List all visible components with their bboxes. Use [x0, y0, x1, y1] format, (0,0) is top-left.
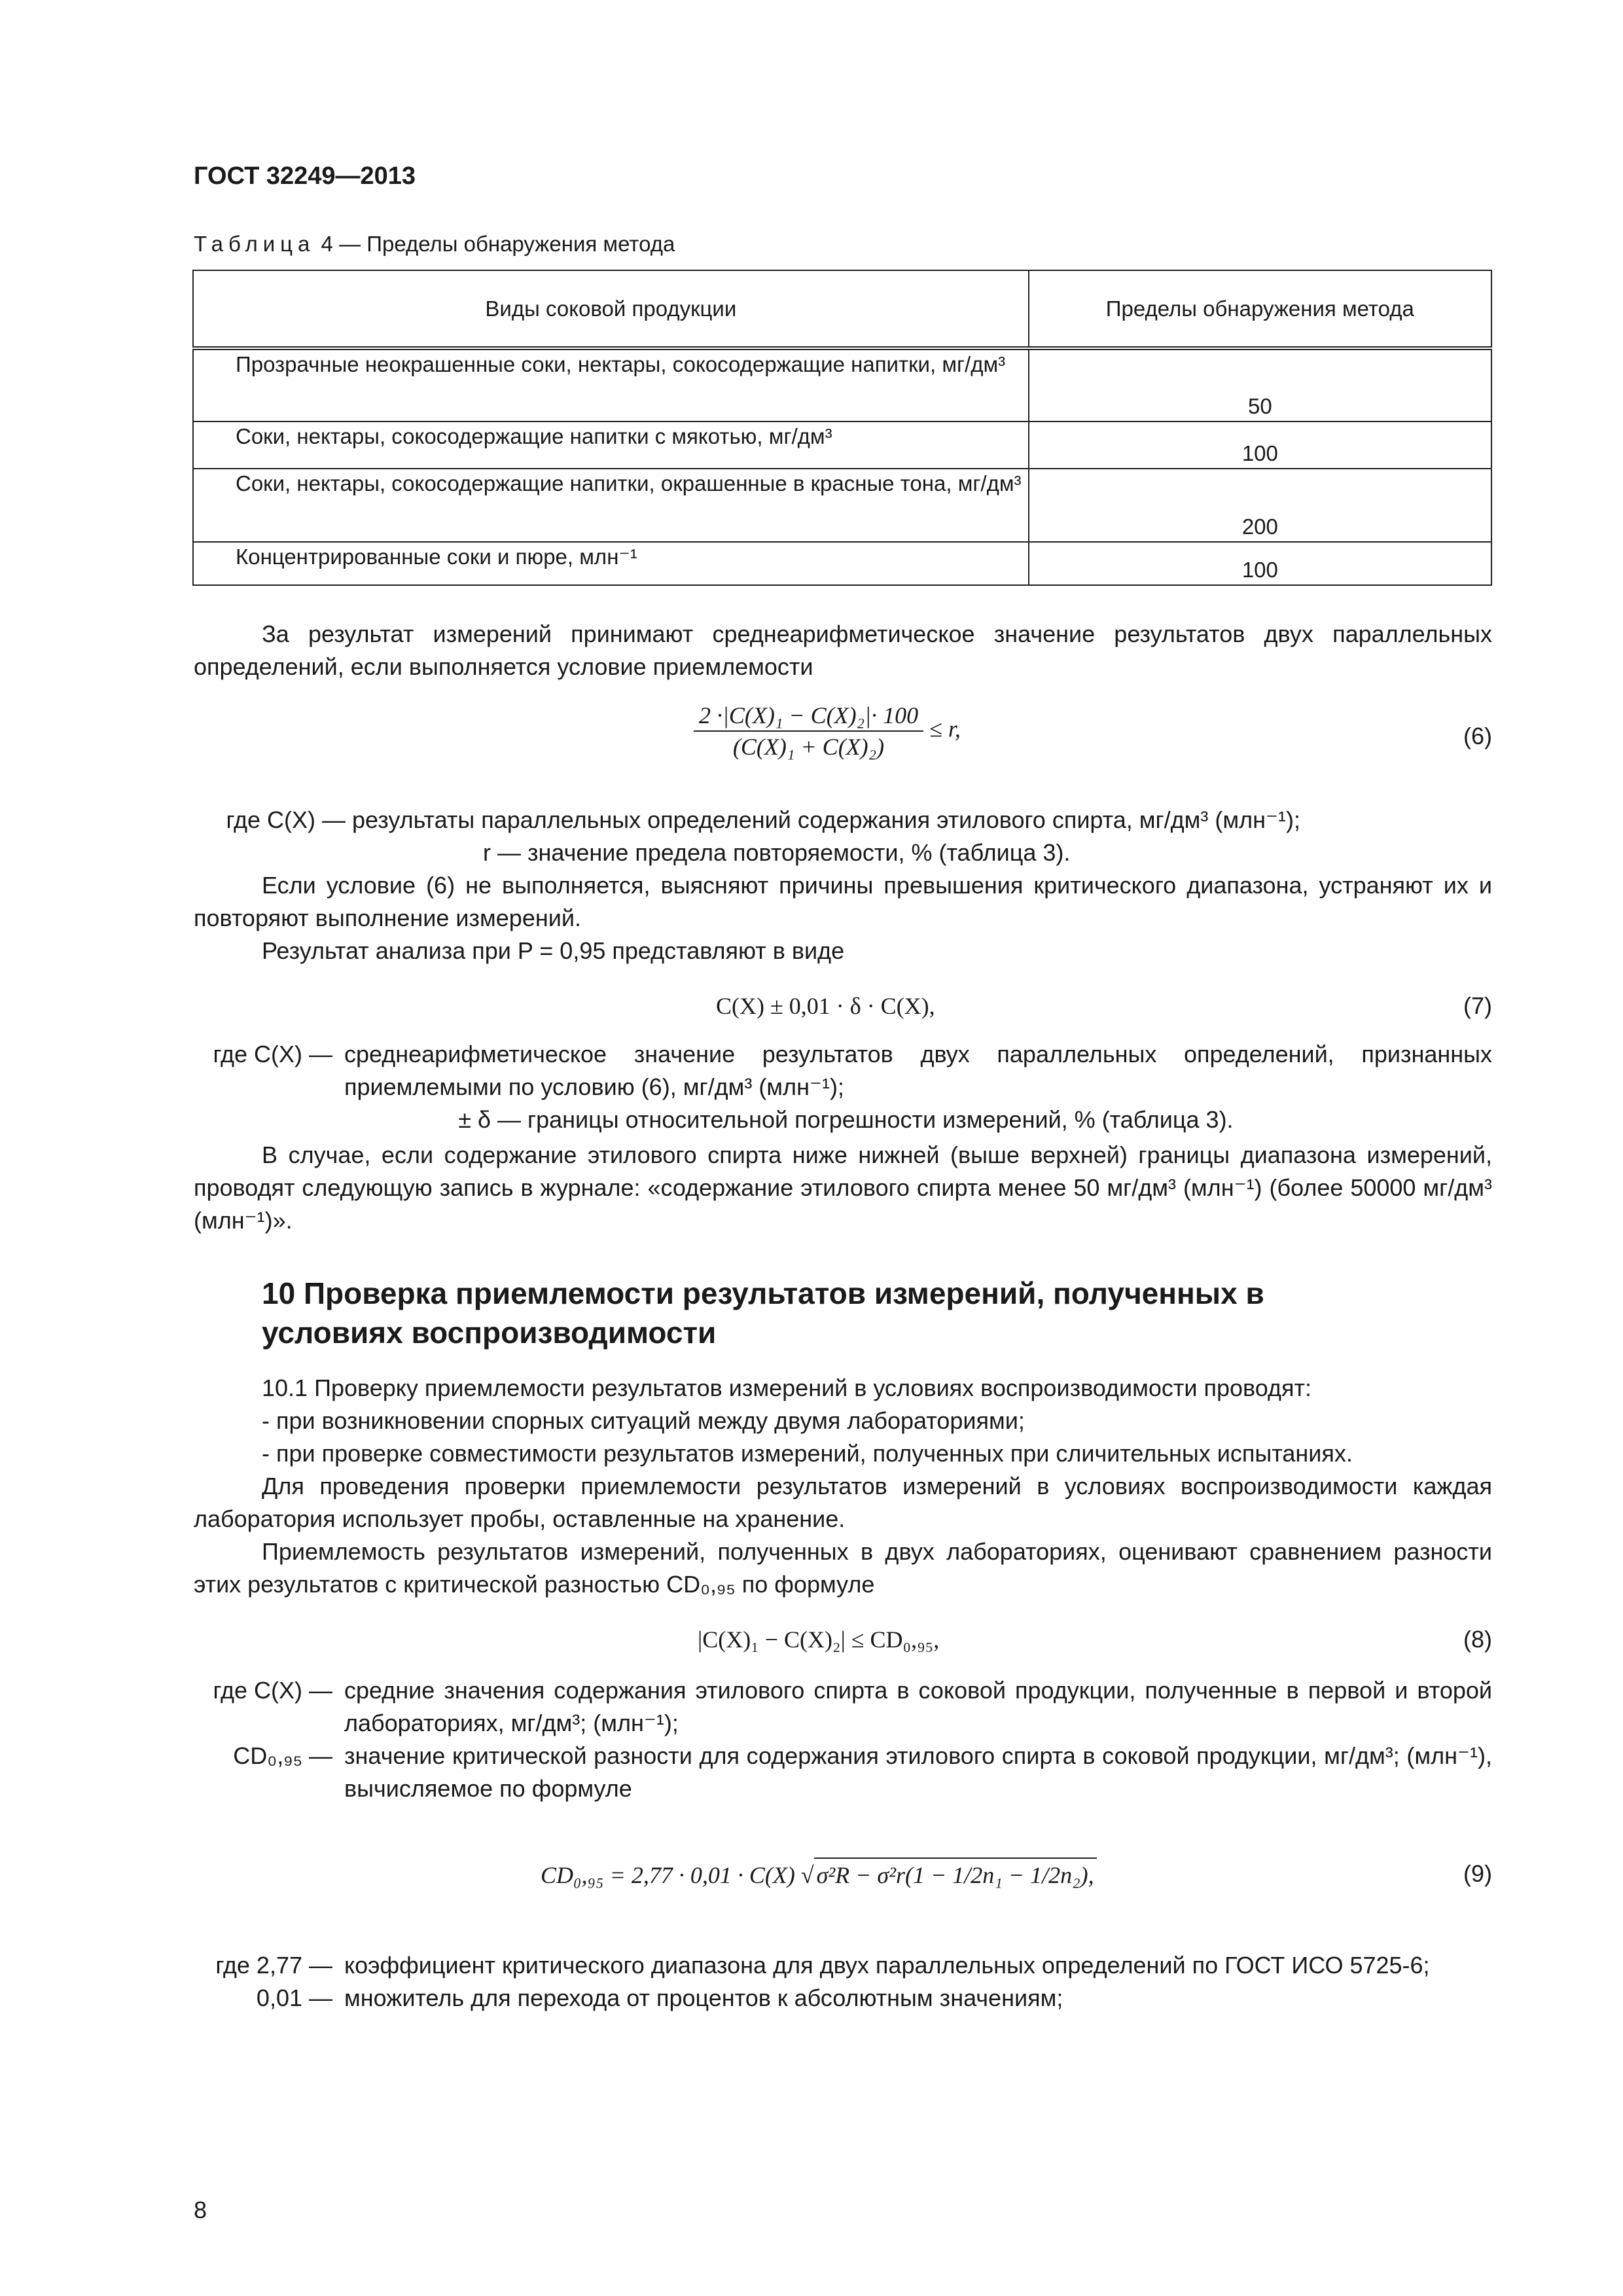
- cell-kind: Прозрачные неокрашенные соки, нектары, сокосодержащие напитки, мг/дм³: [236, 352, 1006, 376]
- cell-kind: Концентрированные соки и пюре, млн⁻¹: [236, 545, 637, 569]
- column-header-limit: Пределы обнаружения метода: [1029, 270, 1491, 348]
- detection-limits-table: [192, 270, 1492, 586]
- table-header-row: [193, 270, 1491, 348]
- formula-9-radicand: σ²R − σ²r(1 − 1/2n₁ − 1/2n₂),: [814, 1857, 1097, 1892]
- definition-text: границы относительной погрешности измерений, % (таблица 3).: [527, 1106, 1234, 1133]
- list-item: - при проверке совместимости результатов измерений, полученных при сличительных испытаниях.: [262, 1440, 1353, 1467]
- table-row: [193, 469, 1491, 542]
- paragraph-10-1: 10.1 Проверку приемлемости результатов измерений в условиях воспроизводимости проводят:: [262, 1374, 1311, 1401]
- formula-6: [694, 700, 961, 762]
- table-row: [193, 422, 1491, 469]
- radical-icon: √: [800, 1862, 814, 1888]
- paragraph-if-fail: Если условие (6) не выполняется, выясняют причины превышения критического диапазона, устраняют их и повторяют выполнение измерений.: [194, 872, 1492, 931]
- definition-term: где C(X) —: [226, 806, 346, 833]
- definition-text: среднеарифметическое значение результатов двух параллельных определений, признанных приемлемыми по условию (6), мг/дм³ (млн⁻¹);: [344, 1041, 1492, 1100]
- definition-text: коэффициент критического диапазона для двух параллельных определений по ГОСТ ИСО 5725-6;: [344, 1952, 1430, 1979]
- table-caption-title: 4 — Пределы обнаружения метода: [315, 232, 675, 256]
- table-row: [193, 348, 1491, 422]
- equation-number-8: (8): [1463, 1626, 1492, 1653]
- definition-term: 0,01 —: [256, 1984, 332, 2011]
- definition-term: где C(X) —: [213, 1041, 332, 1067]
- definition-text: результаты параллельных определений содержания этилового спирта, мг/дм³ (млн⁻¹);: [352, 806, 1300, 833]
- table-caption-word: Таблица: [194, 232, 315, 256]
- definition-term: где 2,77 —: [215, 1952, 332, 1979]
- cell-value: 200: [1029, 469, 1491, 542]
- cell-kind: Соки, нектары, сокосодержащие напитки, окрашенные в красные тона, мг/дм³: [236, 471, 1022, 495]
- list-item: - при возникновении спорных ситуаций между двумя лабораториями;: [262, 1407, 1025, 1434]
- table-row: [193, 542, 1491, 585]
- document-header: ГОСТ 32249—2013: [194, 162, 416, 190]
- definition-text: значение критической разности для содержания этилового спирта в соковой продукции, мг/дм³; (млн⁻¹), вычисляемое по формуле: [344, 1742, 1492, 1802]
- definition-term: ± δ —: [458, 1106, 521, 1133]
- equation-number-9: (9): [1463, 1860, 1492, 1887]
- definition-term: где C(X) —: [213, 1677, 332, 1704]
- paragraph-case: В случае, если содержание этилового спирта ниже нижней (выше верхней) границы диапазона измерений, проводят следующую запись в журнале: «содержание этилового спирта менее 50 мг/дм³ (млн⁻¹) (более 50000 мг/дм³ (млн⁻¹)».: [194, 1141, 1492, 1234]
- formula-6-numerator: 2 ·|C(X)₁ − C(X)₂|· 100: [694, 700, 923, 732]
- definition-term: CD₀,₉₅ —: [233, 1742, 332, 1769]
- section-title: 10 Проверка приемлемости результатов измерений, полученных в условиях воспроизводимости: [262, 1276, 1264, 1350]
- formula-9: [541, 1857, 1097, 1892]
- cell-kind: Соки, нектары, сокосодержащие напитки с мякотью, мг/дм³: [236, 424, 832, 448]
- formula-9-lhs: CD₀,₉₅ = 2,77 · 0,01 · C(X): [541, 1862, 795, 1888]
- formula-8: |C(X)₁ − C(X)₂| ≤ CD₀,₉₅,: [698, 1626, 940, 1653]
- definition-text: средние значения содержания этилового спирта в соковой продукции, полученные в первой и второй лабораториях, мг/дм³; (млн⁻¹);: [344, 1677, 1492, 1736]
- definition-text: значение предела повторяемости, % (таблица 3).: [527, 839, 1071, 866]
- paragraph-result: За результат измерений принимают среднеарифметическое значение результатов двух параллельных определений, если выполняется условие приемлемости: [194, 620, 1492, 680]
- equation-number-6: (6): [1463, 723, 1492, 749]
- formula-7: C(X) ± 0,01 · δ · C(X),: [716, 993, 935, 1019]
- paragraph-present: Результат анализа при P = 0,95 представляют в виде: [262, 937, 845, 964]
- definition-term: r —: [483, 839, 521, 866]
- paragraph-compare: Приемлемость результатов измерений, полученных в двух лабораториях, оценивают сравнением разности этих результатов с критической разностью CD₀,₉₅ по формуле: [194, 1538, 1492, 1598]
- table-caption: [194, 229, 675, 259]
- equation-number-7: (7): [1463, 992, 1492, 1019]
- cell-value: 50: [1029, 348, 1491, 422]
- definition-text: множитель для перехода от процентов к абсолютным значениям;: [344, 1984, 1063, 2011]
- cell-value: 100: [1029, 542, 1491, 585]
- formula-6-denominator: (C(X)₁ + C(X)₂): [732, 734, 885, 760]
- paragraph-storage: Для проведения проверки приемлемости результатов измерений в условиях воспроизводимости каждая лаборатория использует пробы, оставленные на хранение.: [194, 1473, 1492, 1532]
- formula-6-rhs: ≤ r,: [929, 715, 961, 742]
- column-header-kind: Виды соковой продукции: [193, 270, 1029, 348]
- page-number: 8: [194, 2197, 207, 2223]
- cell-value: 100: [1029, 422, 1491, 469]
